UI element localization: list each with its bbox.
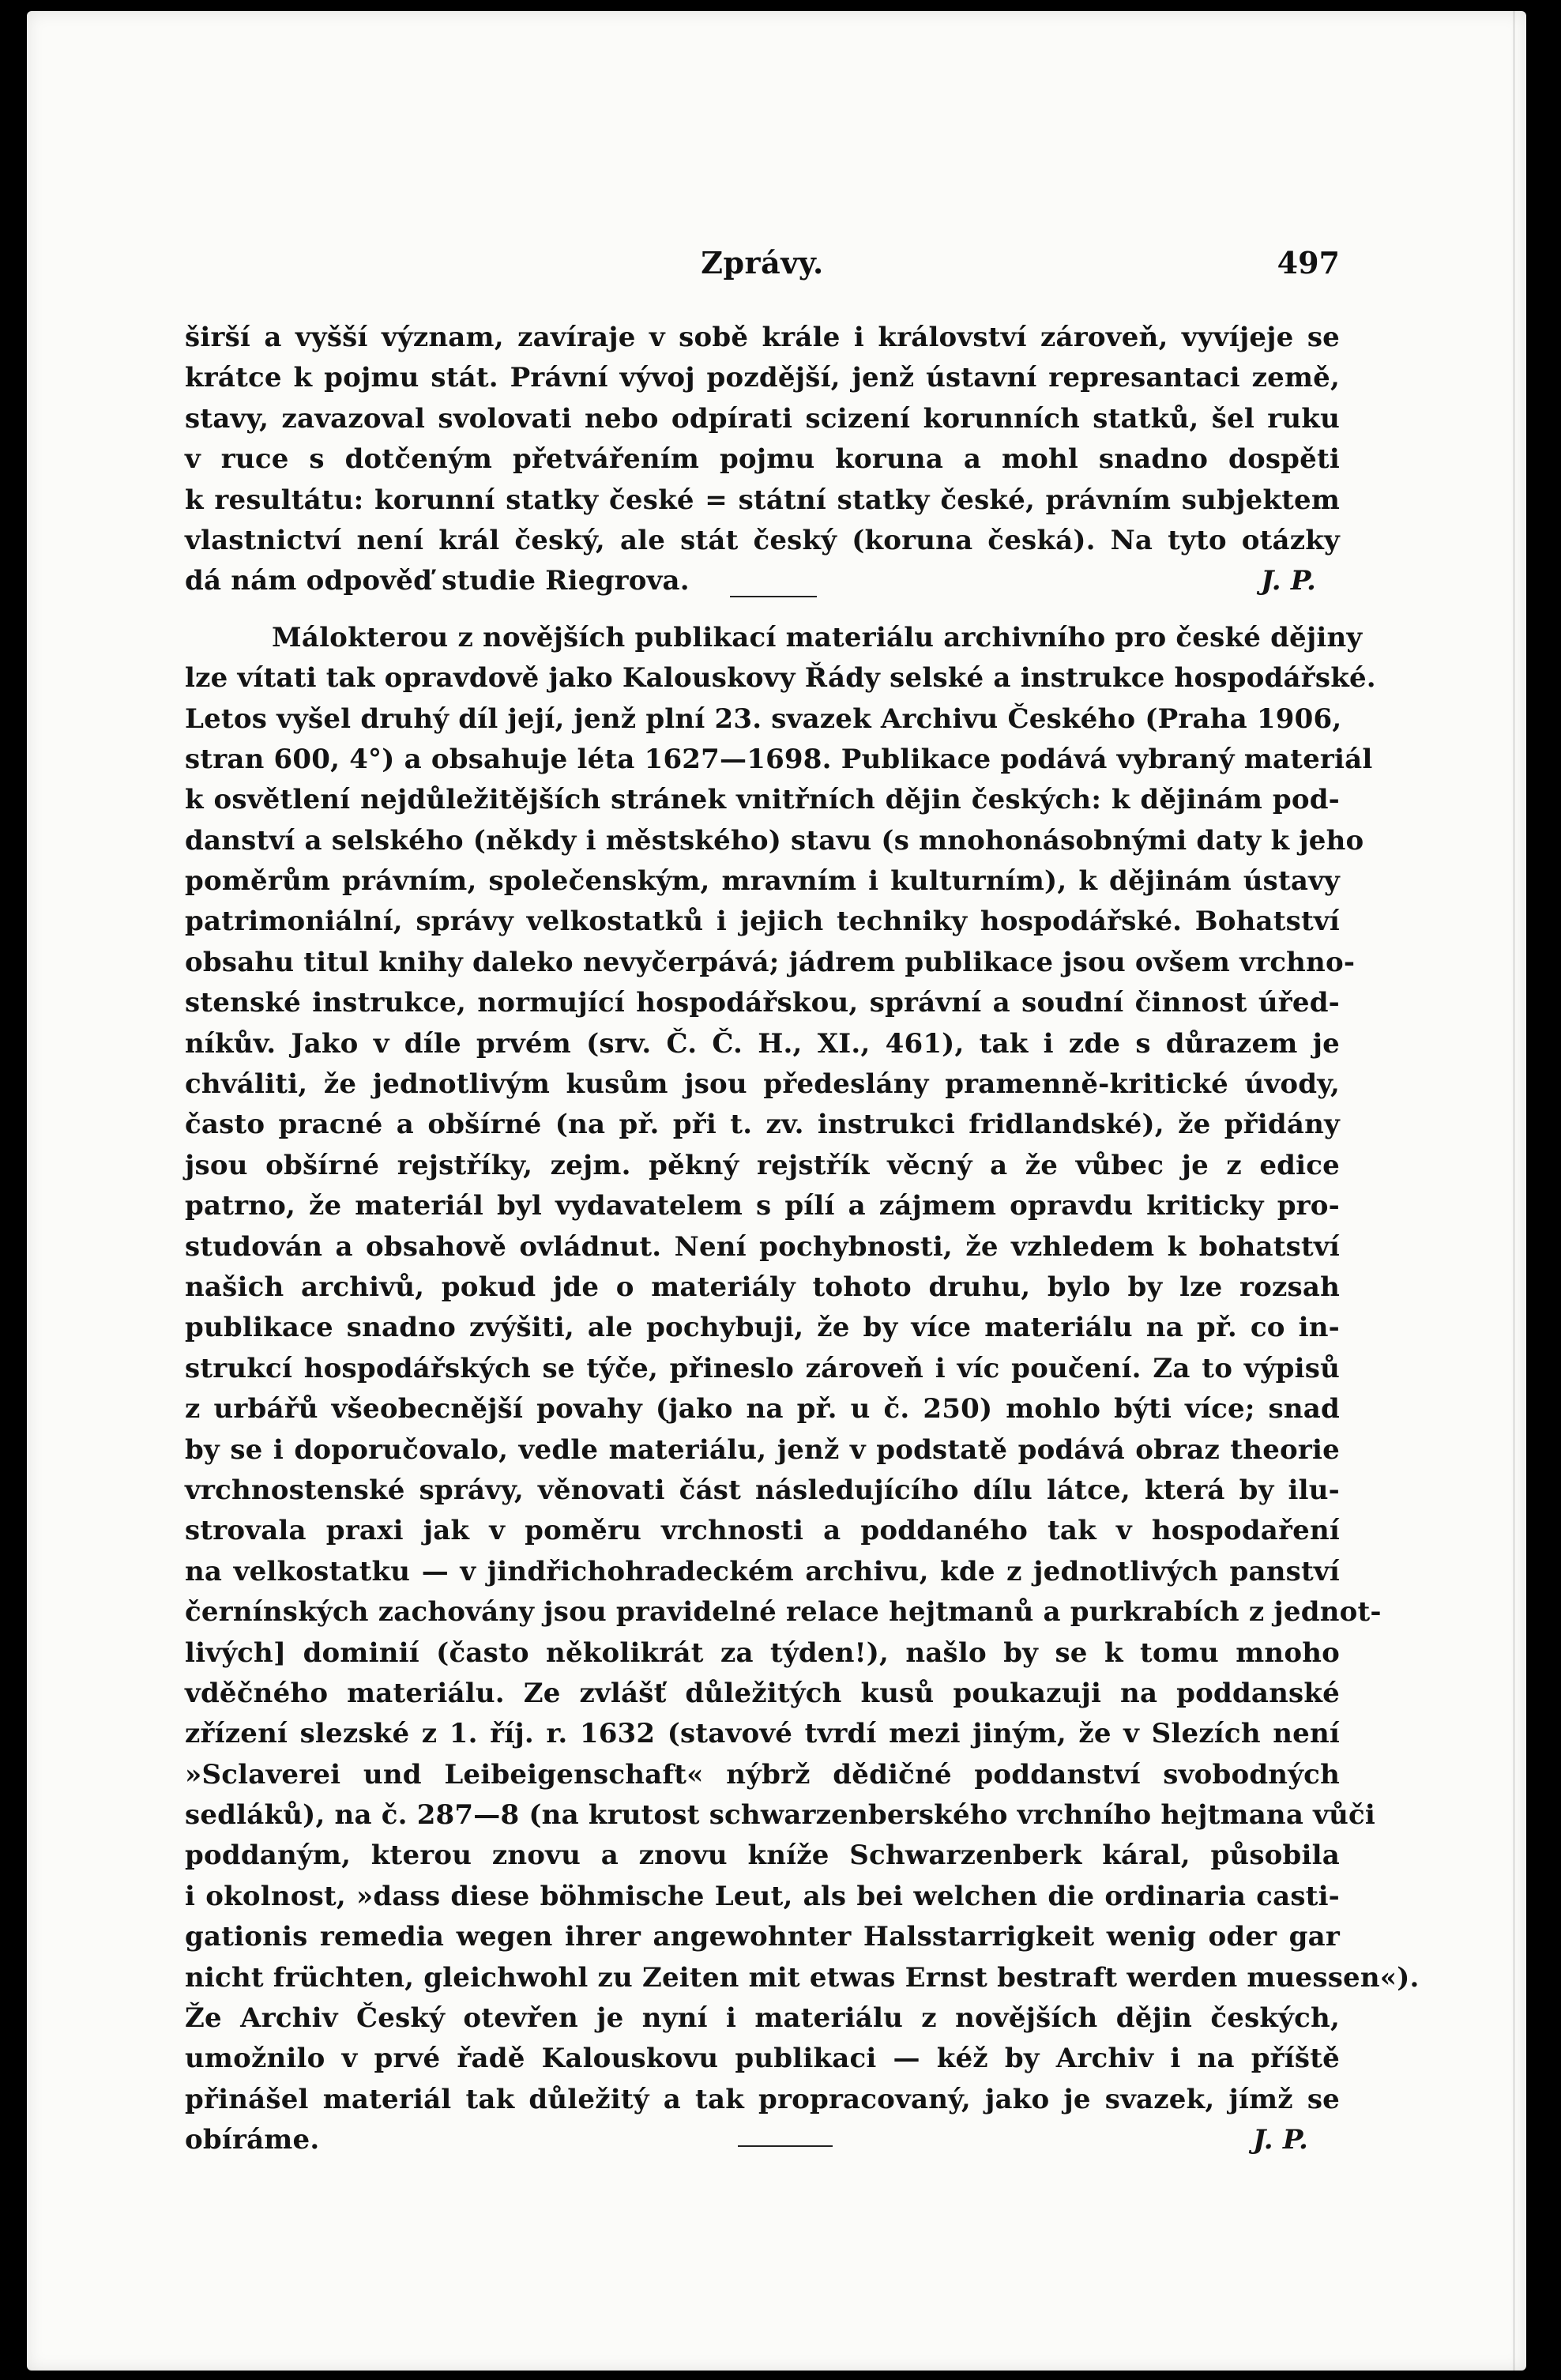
text-line: danství a selského (někdy i městského) stavu (s mnohonásobnými daty k jeho xyxy=(185,824,1364,857)
text-line: livých] dominií (často několikrát za týden!), našlo by se k tomu mnoho xyxy=(185,1636,1340,1669)
text-line: dá nám odpověď studie Riegrova. xyxy=(185,565,690,597)
author-signature: J. P. xyxy=(1261,565,1316,597)
section-title: Zprávy. xyxy=(701,245,824,281)
text-line: lze vítati tak opravdově jako Kalouskovy Řády selské a instrukce hospodářské. xyxy=(185,662,1376,695)
text-line: Letos vyšel druhý díl její, jenž plní 23. svazek Archivu Českého (Praha 1906, xyxy=(185,702,1342,735)
author-signature: J. P. xyxy=(1253,2124,1308,2156)
text-line: k osvětlení nejdůležitějších stránek vnitřních dějin českých: k dějinám pod- xyxy=(185,784,1340,816)
text-line: širší a vyšší význam, zavíraje v sobě krále i království zároveň, vyvíjeje se xyxy=(185,322,1340,353)
text-line: i okolnost, »dass diese böhmische Leut, als bei welchen die ordinaria casti- xyxy=(185,1880,1340,1912)
text-line: sedláků), na č. 287—8 (na krutost schwarzenberského vrchního hejtmana vůči xyxy=(185,1799,1376,1832)
text-line: často pracné a obšírné (na př. při t. zv. instrukci fridlandské), že přidány xyxy=(185,1109,1340,1141)
text-line: zřízení slezské z 1. říj. r. 1632 (stavové tvrdí mezi jiným, že v Slezích není xyxy=(185,1718,1340,1750)
text-line: obíráme. xyxy=(185,2124,320,2156)
text-line: strukcí hospodářských se týče, přineslo zároveň i víc poučení. Za to výpisů xyxy=(185,1352,1340,1384)
text-line: poddaným, kterou znovu a znovu kníže Schwarzenberk káral, působila xyxy=(185,1840,1340,1872)
running-header xyxy=(185,245,1340,289)
text-line: Málokterou z novějších publikací materiálu archivního pro české dějiny xyxy=(272,621,1363,653)
text-line: k resultátu: korunní statky české = státní statky české, právním subjektem xyxy=(185,484,1340,516)
text-line: stran 600, 4°) a obsahuje léta 1627—1698. Publikace podává vybraný materiál xyxy=(185,743,1373,775)
text-line-with-signature xyxy=(185,2120,1340,2160)
text-line: studován a obsahově ovládnut. Není pochybnosti, že vzhledem k bohatství xyxy=(185,1230,1340,1263)
text-line: z urbářů všeobecnější povahy (jako na př. u č. 250) mohlo býti více; snad xyxy=(185,1393,1340,1425)
text-line: vlastnictví není král český, ale stát český (koruna česká). Na tyto otázky xyxy=(185,524,1340,556)
body-text xyxy=(185,318,1420,2161)
text-line: jsou obšírné rejstříky, zejm. pěkný rejstřík věcný a že vůbec je z edice xyxy=(185,1149,1340,1181)
text-line: chváliti, že jednotlivým kusům jsou předeslány pramenně-kritické úvody, xyxy=(185,1068,1340,1101)
text-line: přinášel materiál tak důležitý a tak propracovaný, jako je svazek, jímž se xyxy=(185,2083,1340,2115)
text-line: vrchnostenské správy, věnovati část následujícího dílu látce, která by ilu- xyxy=(185,1474,1340,1506)
page-edge-shadow xyxy=(1513,11,1515,2371)
text-line: Že Archiv Český otevřen je nyní i materiálu z novějších dějin českých, xyxy=(185,2002,1340,2035)
section-divider xyxy=(185,602,1340,618)
text-line: publikace snadno zvýšiti, ale pochybuji, že by více materiálu na př. co in- xyxy=(185,1312,1340,1344)
text-line: níkův. Jako v díle prvém (srv. Č. Č. H., XI., 461), tak i zde s důrazem je xyxy=(185,1027,1340,1060)
text-line: by se i doporučovalo, vedle materiálu, jenž v podstatě podává obraz theorie xyxy=(185,1433,1340,1466)
page-number: 497 xyxy=(1277,245,1340,281)
text-line: patrimoniální, správy velkostatků i jejich techniky hospodářské. Bohatství xyxy=(185,906,1340,938)
text-line: umožnilo v prvé řadě Kalouskovu publikaci — kéž by Archiv i na příště xyxy=(185,2043,1340,2075)
scanned-page xyxy=(27,11,1526,2371)
text-line: na velkostatku — v jindřichohradeckém archivu, kde z jednotlivých panství xyxy=(185,1555,1340,1587)
text-line: patrno, že materiál byl vydavatelem s pílí a zájmem opravdu kriticky pro- xyxy=(185,1190,1340,1222)
text-line: gationis remedia wegen ihrer angewohnter Halsstarrigkeit wenig oder gar xyxy=(185,1921,1340,1953)
text-line: »Sclaverei und Leibeigenschaft« nýbrž dědičné poddanství svobodných xyxy=(185,1758,1340,1791)
text-line: našich archivů, pokud jde o materiály tohoto druhu, bylo by lze rozsah xyxy=(185,1271,1340,1303)
text-line: krátce k pojmu stát. Právní vývoj pozdější, jenž ústavní represantaci země, xyxy=(185,362,1340,394)
text-line: obsahu titul knihy daleko nevyčerpává; jádrem publikace jsou ovšem vrchno- xyxy=(185,946,1356,978)
text-line: strovala praxi jak v poměru vrchnosti a poddaného tak v hospodaření xyxy=(185,1515,1340,1547)
divider-rule xyxy=(730,596,817,597)
text-line: vděčného materiálu. Ze zvlášť důležitých kusů poukazuji na poddanské xyxy=(185,1677,1340,1709)
text-line: v ruce s dotčeným přetvářením pojmu koruna a mohl snadno dospěti xyxy=(185,443,1340,476)
divider-rule xyxy=(738,2145,833,2147)
text-line: černínských zachovány jsou pravidelné relace hejtmanů a purkrabích z jednot- xyxy=(185,1596,1382,1629)
text-line: poměrům právním, společenským, mravním i kulturním), k dějinám ústavy xyxy=(185,865,1340,898)
text-line: stenské instrukce, normující hospodářskou, správní a soudní činnost úřed- xyxy=(185,987,1340,1019)
text-line: stavy, zavazoval svolovati nebo odpírati scizení korunních statků, šel ruku xyxy=(185,402,1340,435)
text-line: nicht früchten, gleichwohl zu Zeiten mit etwas Ernst bestraft werden muessen«). xyxy=(185,1961,1420,1994)
